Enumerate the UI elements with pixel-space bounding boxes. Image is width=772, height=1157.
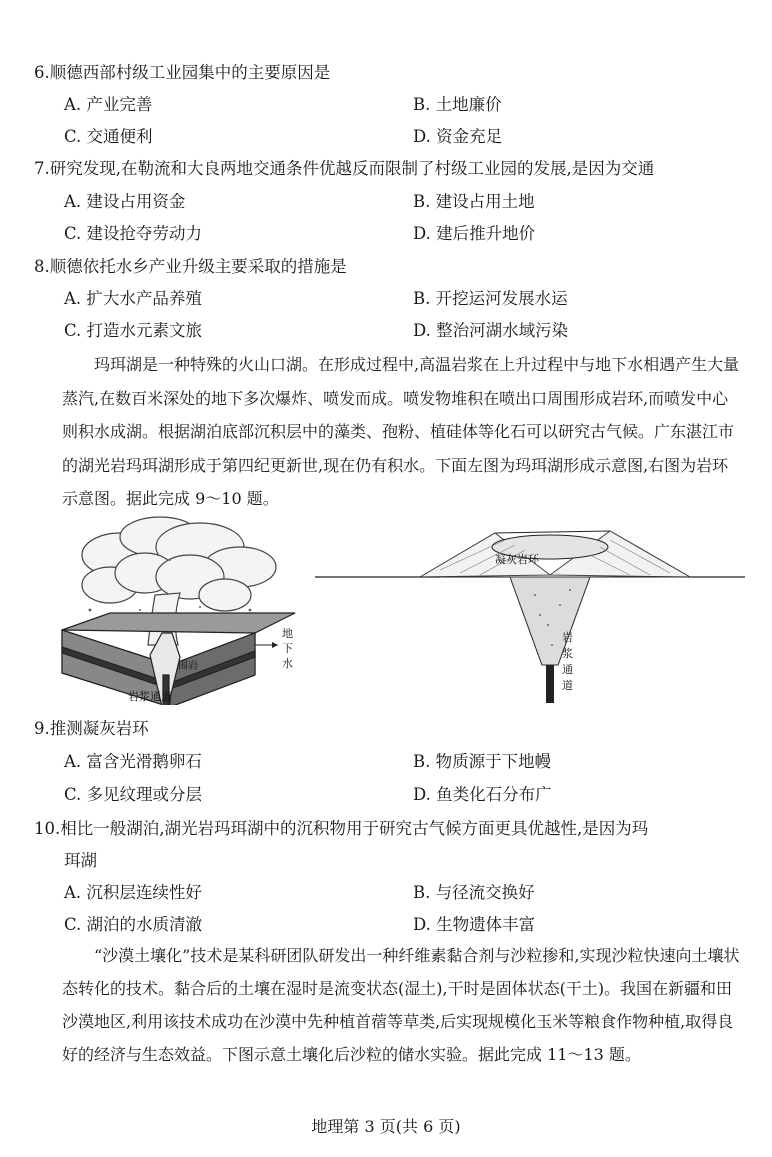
label-magma-channel-2: 浆: [562, 647, 573, 660]
question-8-option-b: B. 开挖运河发展水运: [413, 289, 568, 308]
label-magma-channel-4: 道: [562, 679, 573, 692]
question-7-option-c: C. 建设抢夺劳动力: [64, 224, 203, 243]
question-6-option-d: D. 资金充足: [413, 127, 503, 146]
question-7-option-a: A. 建设占用资金: [64, 192, 186, 211]
label-groundwater-3: 水: [282, 657, 293, 670]
page-footer: 地理第 3 页(共 6 页): [311, 1117, 461, 1136]
question-7-stem: 7.研究发现,在勒流和大良两地交通条件优越反而限制了村级工业园的发展,是因为交通: [34, 159, 655, 178]
label-groundwater-1: 地: [282, 627, 293, 640]
label-magma-channel-3: 通: [562, 663, 573, 676]
rock-block: [62, 613, 295, 705]
question-6-option-c: C. 交通便利: [64, 127, 153, 146]
question-8-option-d: D. 整治河湖水域污染: [413, 321, 569, 340]
question-10-stem-cont: 珥湖: [64, 851, 97, 870]
passage-maar-lake: 玛珥湖是一种特殊的火山口湖。在形成过程中,高温岩浆在上升过程中与地下水相遇产生大量蒸汽,在数百米深处的地下多次爆炸、喷发而成。喷发物堆积在喷出口周围形成岩环,而喷发中心则积水成湖。根据湖泊底部沉积层中的藻类、孢粉、植硅体等化石可以研究古气候。广东湛江市的湖光岩玛珥湖形成于第四纪更新世,现在仍有积水。下面左图为玛珥湖形成示意图,右图为岩环示意图。据此完成 9～10 题。: [62, 355, 740, 508]
question-7-option-d: D. 建后推升地价: [413, 224, 536, 243]
question-6-option-b: B. 土地廉价: [413, 95, 502, 114]
question-10-option-a: A. 沉积层连续性好: [64, 883, 202, 902]
question-8-option-a: A. 扩大水产品养殖: [64, 289, 202, 308]
label-magma-channel-1: 岩: [562, 631, 573, 644]
label-groundwater-2: 下: [282, 642, 293, 655]
question-6-stem: 6.顺德西部村级工业园集中的主要原因是: [34, 63, 331, 82]
question-9-option-a: A. 富含光滑鹅卵石: [64, 752, 202, 771]
question-9-option-c: C. 多见纹理或分层: [64, 785, 203, 804]
question-10-option-b: B. 与径流交换好: [413, 883, 535, 902]
label-surrounding-rock: 围岩: [178, 661, 198, 672]
label-tuff-ring: 凝灰岩环: [495, 553, 539, 566]
question-7-option-b: B. 建设占用土地: [413, 192, 535, 211]
question-10-option-c: C. 湖泊的水质清澈: [64, 915, 203, 934]
question-9-option-b: B. 物质源于下地幔: [413, 752, 552, 771]
figure-maar-formation: [50, 515, 310, 705]
question-9-stem: 9.推测凝灰岩环: [34, 719, 149, 738]
question-6-option-a: A. 产业完善: [64, 95, 153, 114]
figure-tuff-ring: [310, 515, 750, 705]
label-magma-channel-left: 岩浆通道: [128, 690, 172, 703]
question-9-option-d: D. 鱼类化石分布广: [413, 785, 552, 804]
question-10-stem: 10.相比一般湖泊,湖光岩玛珥湖中的沉积物用于研究古气候方面更具优越性,是因为玛: [34, 819, 649, 838]
question-8-option-c: C. 打造水元素文旅: [64, 321, 203, 340]
passage-desert-soil: “沙漠土壤化”技术是某科研团队研发出一种纤维素黏合剂与沙粒掺和,实现沙粒快速向土壤状态转化的技术。黏合后的土壤在湿时是流变状态(湿土),干时是固体状态(干土)。我国在新疆和田沙漠地区,利用该技术成功在沙漠中先种植首蓿等草类,后实现规模化玉米等粮食作物种植,取得良好的经济与生态效益。下图示意土壤化后沙粒的储水实验。据此完成 11～13 题。: [62, 946, 740, 1064]
question-8-stem: 8.顺德依托水乡产业升级主要采取的措施是: [34, 257, 347, 276]
question-10-option-d: D. 生物遗体丰富: [413, 915, 536, 934]
